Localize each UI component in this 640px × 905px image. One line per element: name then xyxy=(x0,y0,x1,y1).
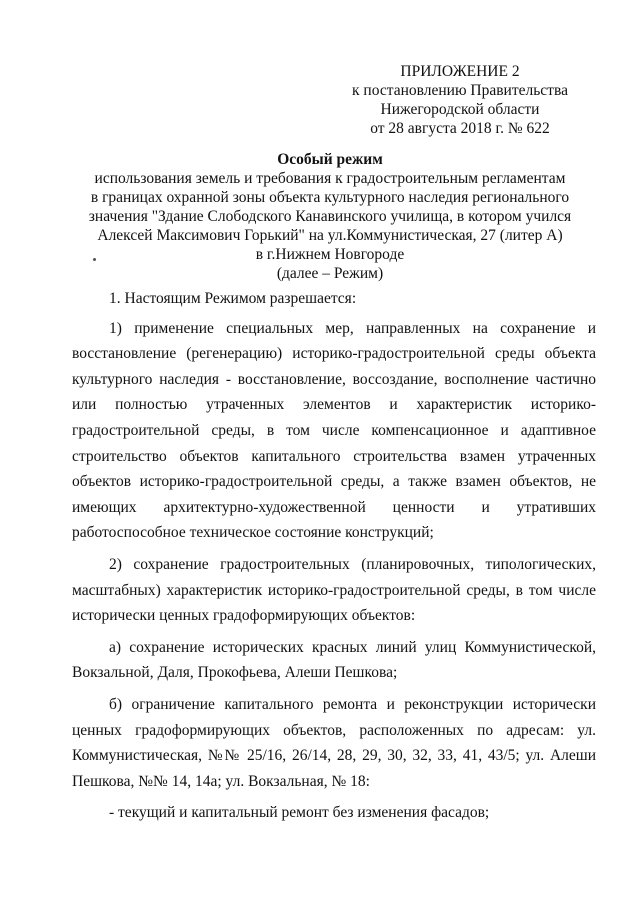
document-title-block xyxy=(80,150,580,283)
title-line-2: в границах охранной зоны объекта культурного наследия регионального xyxy=(90,189,570,206)
title-line-4: Алексей Максимович Горький" на ул.Коммунистическая, 27 (литер А) xyxy=(97,227,563,244)
paragraph-4: а) сохранение исторических красных линий улиц Коммунистической, Вокзальной, Даля, Прокофьева, Алеши Пешкова; xyxy=(72,638,596,682)
appendix-region-line: Нижегородской области xyxy=(380,101,540,118)
paragraph-6: - текущий и капитальный ремонт без изменения фасадов; xyxy=(109,804,490,822)
scan-speck xyxy=(93,258,96,261)
appendix-number: ПРИЛОЖЕНИЕ 2 xyxy=(400,63,520,80)
document-body xyxy=(72,286,596,826)
title-line-3: значения "Здание Слободского Канавинского училища, в котором учился xyxy=(88,208,572,225)
paragraph-1: 1. Настоящим Режимом разрешается: xyxy=(109,290,357,307)
document-title: Особый режим xyxy=(277,151,383,168)
title-line-1: использования земель и требования к градостроительным регламентам xyxy=(94,170,566,187)
appendix-date-line: от 28 августа 2018 г. № 622 xyxy=(370,120,550,137)
title-line-6: (далее – Режим) xyxy=(276,265,384,282)
paragraph-3: 2) сохранение градостроительных (планировочных, типологических, масштабных) характеристик историко-градостроительной среды, в том числе исторически ценных градоформирующих объектов: xyxy=(72,555,596,625)
paragraph-2: 1) применение специальных мер, направленных на сохранение и восстановление (регенерацию) историко-градостроительной среды объекта культурного наследия - восстановление, воссоздание, восполнение частично или полностью утраченных элементов и характеристик историко-градостроительной среды, в том числе компенсационное и адаптивное строительство объектов капитального строительства взамен утраченных объектов историко-градостроительной среды, а также взамен объектов, не имеющих архитектурно-художественной ценности и утративших работоспособное техническое состояние конструкций; xyxy=(72,319,596,542)
title-line-5: в г.Нижнем Новгороде xyxy=(255,246,405,263)
paragraph-5: б) ограничение капитального ремонта и реконструкции исторически ценных градоформирующих объектов, расположенных по адресам: ул. Коммунистическая, №№ 25/16, 26/14, 28, 29, 30, 32, 33, 41, 43/5; ул. Алеши Пешкова, №№ 14, 14а; ул. Вокзальная, № 18: xyxy=(72,695,596,790)
appendix-header xyxy=(340,62,580,138)
appendix-reference-line: к постановлению Правительства xyxy=(352,82,568,99)
